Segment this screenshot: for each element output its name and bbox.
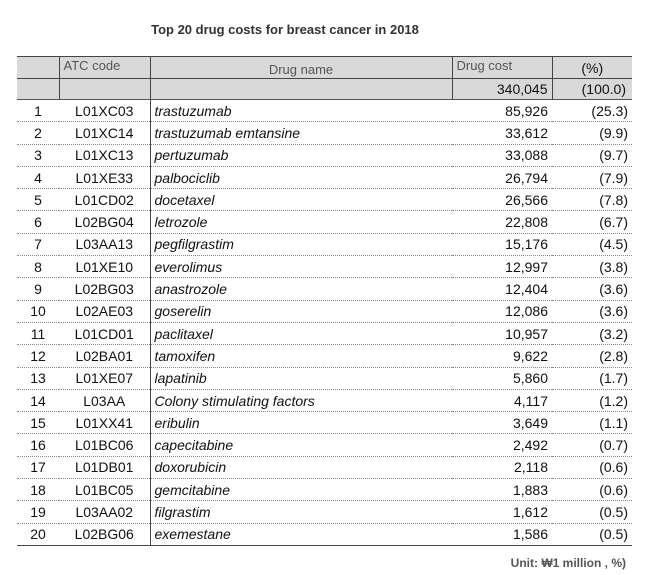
atc-code-cell: L01BC05: [59, 479, 150, 501]
percent-cell: (7.9): [552, 166, 632, 188]
rank-cell: 8: [17, 256, 59, 278]
drug-name-cell: exemestane: [150, 523, 452, 545]
drug-name-cell: pertuzumab: [150, 144, 452, 166]
table-row: [17, 523, 632, 545]
table-row: [17, 189, 632, 211]
percent-cell: (1.2): [552, 389, 632, 411]
table-row: [17, 211, 632, 233]
rank-cell: 10: [17, 300, 59, 322]
percent-cell: (9.7): [552, 144, 632, 166]
percent-cell: (2.8): [552, 345, 632, 367]
atc-code-cell: L03AA: [59, 389, 150, 411]
atc-code-cell: L01XE07: [59, 367, 150, 389]
table-row: [17, 322, 632, 344]
percent-cell: (3.2): [552, 322, 632, 344]
drug-name-cell: lapatinib: [150, 367, 452, 389]
table-row: [17, 345, 632, 367]
rank-cell: 17: [17, 456, 59, 478]
drug-name-cell: Colony stimulating factors: [150, 389, 452, 411]
rank-cell: 13: [17, 367, 59, 389]
atc-code-cell: L02AE03: [59, 300, 150, 322]
atc-code-cell: L02BG04: [59, 211, 150, 233]
drug-cost-cell: 85,926: [452, 100, 552, 122]
drug-name-cell: letrozole: [150, 211, 452, 233]
rank-cell: 14: [17, 389, 59, 411]
rank-cell: 15: [17, 412, 59, 434]
drug-cost-cell: 22,808: [452, 211, 552, 233]
total-cost: 340,045: [452, 79, 552, 100]
atc-code-cell: L01DB01: [59, 456, 150, 478]
atc-code-cell: L01XE33: [59, 166, 150, 188]
header-row: [17, 57, 632, 79]
rank-cell: 12: [17, 345, 59, 367]
drug-name-cell: anastrozole: [150, 278, 452, 300]
atc-code-cell: L01XC03: [59, 100, 150, 122]
percent-cell: (4.5): [552, 233, 632, 255]
table-row: [17, 434, 632, 456]
percent-cell: (0.7): [552, 434, 632, 456]
percent-cell: (7.8): [552, 189, 632, 211]
atc-code-cell: L01CD01: [59, 322, 150, 344]
drug-name-cell: pegfilgrastim: [150, 233, 452, 255]
atc-code-cell: L02BG03: [59, 278, 150, 300]
total-percent: (100.0): [552, 79, 632, 100]
drug-name-cell: palbociclib: [150, 166, 452, 188]
drug-cost-cell: 12,086: [452, 300, 552, 322]
total-row: [17, 79, 632, 100]
rank-cell: 16: [17, 434, 59, 456]
percent-cell: (0.5): [552, 501, 632, 523]
atc-code-cell: L02BG06: [59, 523, 150, 545]
percent-cell: (6.7): [552, 211, 632, 233]
table-row: [17, 256, 632, 278]
table-row: [17, 278, 632, 300]
table-row: [17, 300, 632, 322]
atc-code-cell: L01BC06: [59, 434, 150, 456]
drug-name-cell: trastuzumab: [150, 100, 452, 122]
percent-cell: (0.5): [552, 523, 632, 545]
rank-cell: 5: [17, 189, 59, 211]
percent-cell: (25.3): [552, 100, 632, 122]
percent-cell: (0.6): [552, 479, 632, 501]
percent-cell: (1.7): [552, 367, 632, 389]
drug-name-cell: filgrastim: [150, 501, 452, 523]
drug-name-cell: gemcitabine: [150, 479, 452, 501]
percent-cell: (1.1): [552, 412, 632, 434]
drug-cost-cell: 1,586: [452, 523, 552, 545]
drug-cost-cell: 2,118: [452, 456, 552, 478]
drug-name-cell: tamoxifen: [150, 345, 452, 367]
drug-cost-cell: 9,622: [452, 345, 552, 367]
rank-cell: 3: [17, 144, 59, 166]
rank-cell: 20: [17, 523, 59, 545]
atc-code-cell: L03AA13: [59, 233, 150, 255]
rank-cell: 18: [17, 479, 59, 501]
drug-cost-cell: 15,176: [452, 233, 552, 255]
table-row: [17, 479, 632, 501]
drug-cost-cell: 12,404: [452, 278, 552, 300]
atc-code-cell: L01XE10: [59, 256, 150, 278]
drug-cost-cell: 26,566: [452, 189, 552, 211]
rank-cell: 4: [17, 166, 59, 188]
header-percent: (%): [552, 57, 632, 79]
drug-cost-cell: 10,957: [452, 322, 552, 344]
rank-cell: 19: [17, 501, 59, 523]
drug-cost-cell: 33,612: [452, 122, 552, 144]
percent-cell: (3.6): [552, 278, 632, 300]
table-title: Top 20 drug costs for breast cancer in 2018: [151, 22, 419, 37]
drug-cost-cell: 26,794: [452, 166, 552, 188]
atc-code-cell: L03AA02: [59, 501, 150, 523]
table-row: [17, 412, 632, 434]
atc-code-cell: L02BA01: [59, 345, 150, 367]
drug-name-cell: docetaxel: [150, 189, 452, 211]
total-atc-cell: [59, 79, 150, 100]
percent-cell: (9.9): [552, 122, 632, 144]
drug-cost-cell: 5,860: [452, 367, 552, 389]
drug-name-cell: paclitaxel: [150, 322, 452, 344]
drug-cost-cell: 2,492: [452, 434, 552, 456]
table-row: [17, 233, 632, 255]
drug-name-cell: goserelin: [150, 300, 452, 322]
table-row: [17, 501, 632, 523]
percent-cell: (3.6): [552, 300, 632, 322]
percent-cell: (3.8): [552, 256, 632, 278]
total-no-cell: [17, 79, 59, 100]
table-row: [17, 389, 632, 411]
drug-name-cell: trastuzumab emtansine: [150, 122, 452, 144]
rank-cell: 1: [17, 100, 59, 122]
atc-code-cell: L01XX41: [59, 412, 150, 434]
drug-cost-cell: 33,088: [452, 144, 552, 166]
header-no: [17, 57, 59, 79]
drug-name-cell: eribulin: [150, 412, 452, 434]
drug-name-cell: capecitabine: [150, 434, 452, 456]
table-row: [17, 100, 632, 122]
unit-note: Unit: ₩1 million , %): [510, 556, 626, 570]
percent-cell: (0.6): [552, 456, 632, 478]
drug-cost-cell: 4,117: [452, 389, 552, 411]
drug-cost-cell: 1,612: [452, 501, 552, 523]
rank-cell: 7: [17, 233, 59, 255]
drug-cost-table: [17, 56, 632, 546]
table-row: [17, 144, 632, 166]
header-drug-cost: Drug cost: [452, 57, 552, 79]
rank-cell: 11: [17, 322, 59, 344]
table-row: [17, 456, 632, 478]
drug-cost-cell: 3,649: [452, 412, 552, 434]
drug-name-cell: doxorubicin: [150, 456, 452, 478]
rank-cell: 2: [17, 122, 59, 144]
header-atc-code: ATC code: [59, 57, 150, 79]
table-row: [17, 122, 632, 144]
atc-code-cell: L01CD02: [59, 189, 150, 211]
drug-name-cell: everolimus: [150, 256, 452, 278]
atc-code-cell: L01XC13: [59, 144, 150, 166]
total-name-cell: [150, 79, 452, 100]
table-row: [17, 367, 632, 389]
atc-code-cell: L01XC14: [59, 122, 150, 144]
drug-cost-cell: 1,883: [452, 479, 552, 501]
header-drug-name: Drug name: [150, 57, 452, 79]
rank-cell: 9: [17, 278, 59, 300]
drug-cost-cell: 12,997: [452, 256, 552, 278]
table-row: [17, 166, 632, 188]
rank-cell: 6: [17, 211, 59, 233]
